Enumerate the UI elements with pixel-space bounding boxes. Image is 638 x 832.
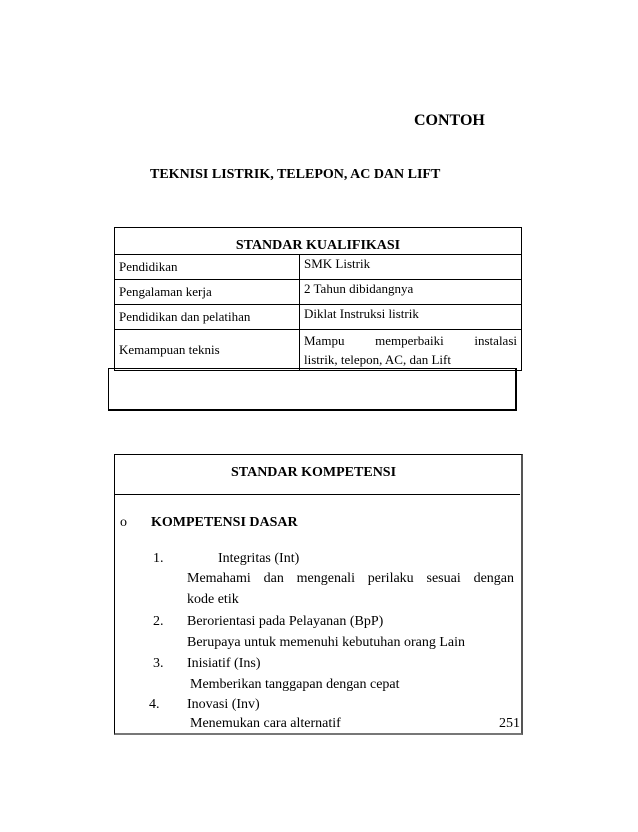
table-row	[115, 305, 522, 330]
item-number: 4.	[149, 697, 160, 712]
value-line: listrik, telepon, AC, dan Lift	[304, 352, 451, 367]
bullet-marker: o	[120, 515, 127, 530]
table-row	[115, 280, 522, 305]
document-subtitle: TEKNISI LISTRIK, TELEPON, AC DAN LIFT	[150, 167, 441, 182]
row-value: SMK Listrik	[300, 255, 522, 280]
row-value	[300, 330, 522, 371]
kualifikasi-title: STANDAR KUALIFIKASI	[115, 228, 522, 255]
item-description: Berupaya untuk memenuhi kebutuhan orang Lain	[187, 635, 465, 650]
empty-box	[108, 368, 517, 411]
heading-contoh: CONTOH	[414, 112, 485, 129]
row-label: Pendidikan dan pelatihan	[115, 305, 300, 330]
row-label: Pendidikan	[115, 255, 300, 280]
item-description: Menemukan cara alternatif	[190, 716, 341, 731]
row-value: Diklat Instruksi listrik	[300, 305, 522, 330]
item-name: Berorientasi pada Pelayanan (BpP)	[187, 614, 384, 629]
kompetensi-title: STANDAR KOMPETENSI	[231, 465, 397, 480]
item-name: Inisiatif (Ins)	[187, 656, 261, 671]
kualifikasi-table	[114, 227, 522, 371]
row-value: 2 Tahun dibidangnya	[300, 280, 522, 305]
item-description: Memahami dan mengenali perilaku sesuai dengan	[187, 571, 514, 586]
item-name: Inovasi (Inv)	[187, 697, 260, 712]
item-description: Memberikan tanggapan dengan cepat	[190, 677, 400, 692]
row-label: Kemampuan teknis	[115, 330, 300, 371]
page-number: 251	[499, 716, 520, 731]
item-number: 1.	[153, 551, 164, 566]
row-label: Pengalaman kerja	[115, 280, 300, 305]
item-number: 2.	[153, 614, 164, 629]
item-description: kode etik	[187, 592, 239, 607]
divider	[114, 494, 520, 495]
table-row	[115, 255, 522, 280]
value-line: Mampu memperbaiki instalasi	[304, 333, 517, 348]
kompetensi-dasar-title: KOMPETENSI DASAR	[151, 515, 298, 530]
table-row	[115, 330, 522, 371]
item-name: Integritas (Int)	[218, 551, 300, 566]
item-number: 3.	[153, 656, 164, 671]
